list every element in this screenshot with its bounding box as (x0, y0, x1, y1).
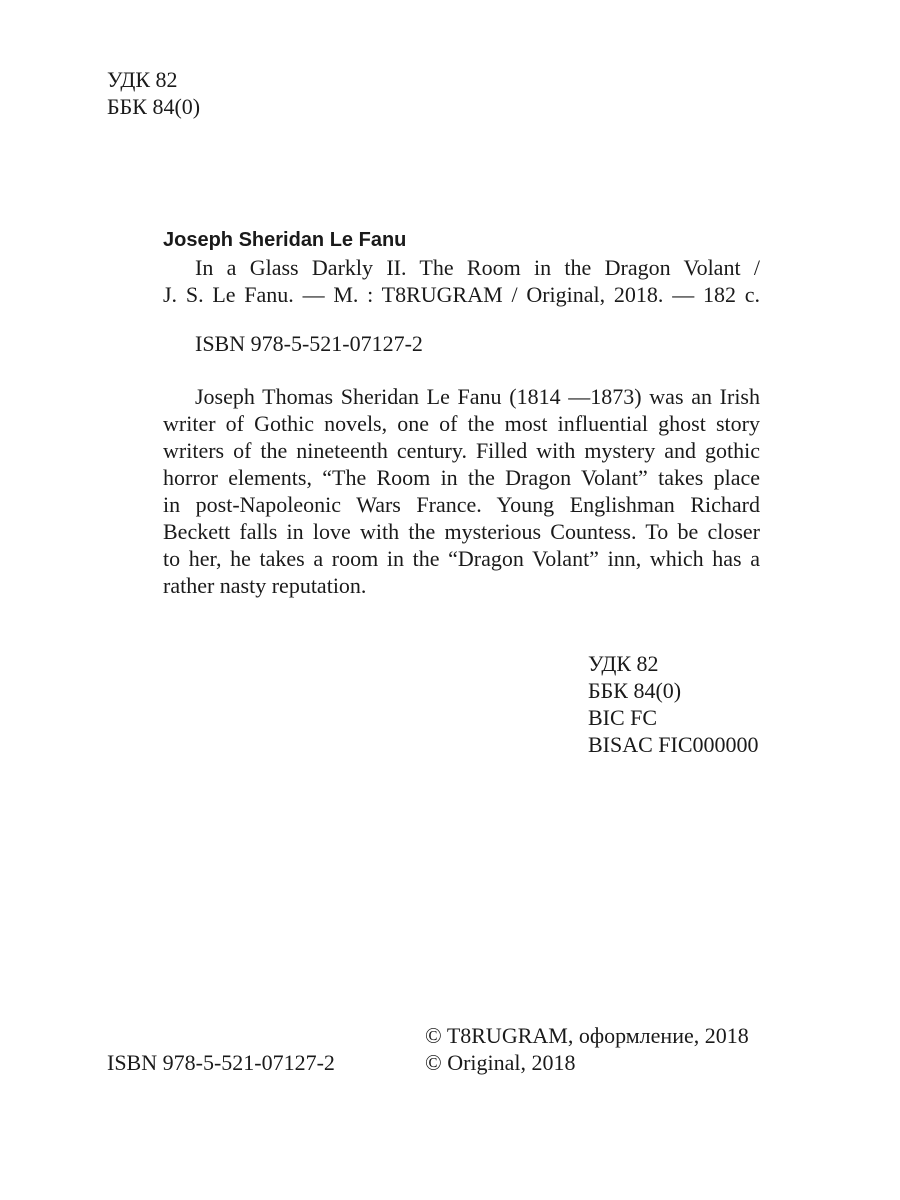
author-name: Joseph Sheridan Le Fanu (163, 229, 407, 251)
annotation-line: to her, he takes a room in the “Dragon Volant” inn, which has a (163, 546, 760, 571)
footer-isbn (107, 1049, 407, 1076)
copyright-notices (425, 1022, 775, 1076)
annotation-line: writer of Gothic novels, one of the most influential ghost story (163, 411, 760, 436)
annotation-line: rather nasty reputation. (163, 573, 367, 598)
bisac-code: BISAC FIC000000 (588, 732, 759, 757)
bic-code: BIC FC (588, 705, 658, 730)
udk-code: УДК 82 (588, 651, 659, 676)
title-line: J. S. Le Fanu. — M. : T8RUGRAM / Original, 2018. — 182 c. (163, 282, 760, 307)
isbn-number: ISBN 978-5-521-07127-2 (195, 331, 423, 356)
annotation-line: Joseph Thomas Sheridan Le Fanu (1814 —1873) was an Irish (195, 384, 760, 409)
annotation-paragraph (163, 383, 760, 599)
right-classification-codes (588, 650, 788, 758)
annotation-line: Beckett falls in love with the mysterious Countess. To be closer (163, 519, 760, 544)
udk-code: УДК 82 (107, 67, 178, 92)
top-classification-codes (107, 66, 307, 120)
annotation-line: horror elements, “The Room in the Dragon Volant” takes place (163, 465, 760, 490)
copyright-line: © Original, 2018 (425, 1050, 576, 1075)
annotation-line: writers of the nineteenth century. Filled with mystery and gothic (163, 438, 760, 463)
bibliographic-entry (163, 227, 760, 308)
annotation-line: in post-Napoleonic Wars France. Young Englishman Richard (163, 492, 760, 517)
isbn-entry (195, 330, 595, 357)
bbk-code: ББК 84(0) (588, 678, 682, 703)
isbn-number: ISBN 978-5-521-07127-2 (107, 1050, 335, 1075)
title-line: In a Glass Darkly II. The Room in the Dragon Volant / (195, 255, 760, 280)
bbk-code: ББК 84(0) (107, 94, 201, 119)
copyright-line: © T8RUGRAM, оформление, 2018 (425, 1023, 749, 1048)
